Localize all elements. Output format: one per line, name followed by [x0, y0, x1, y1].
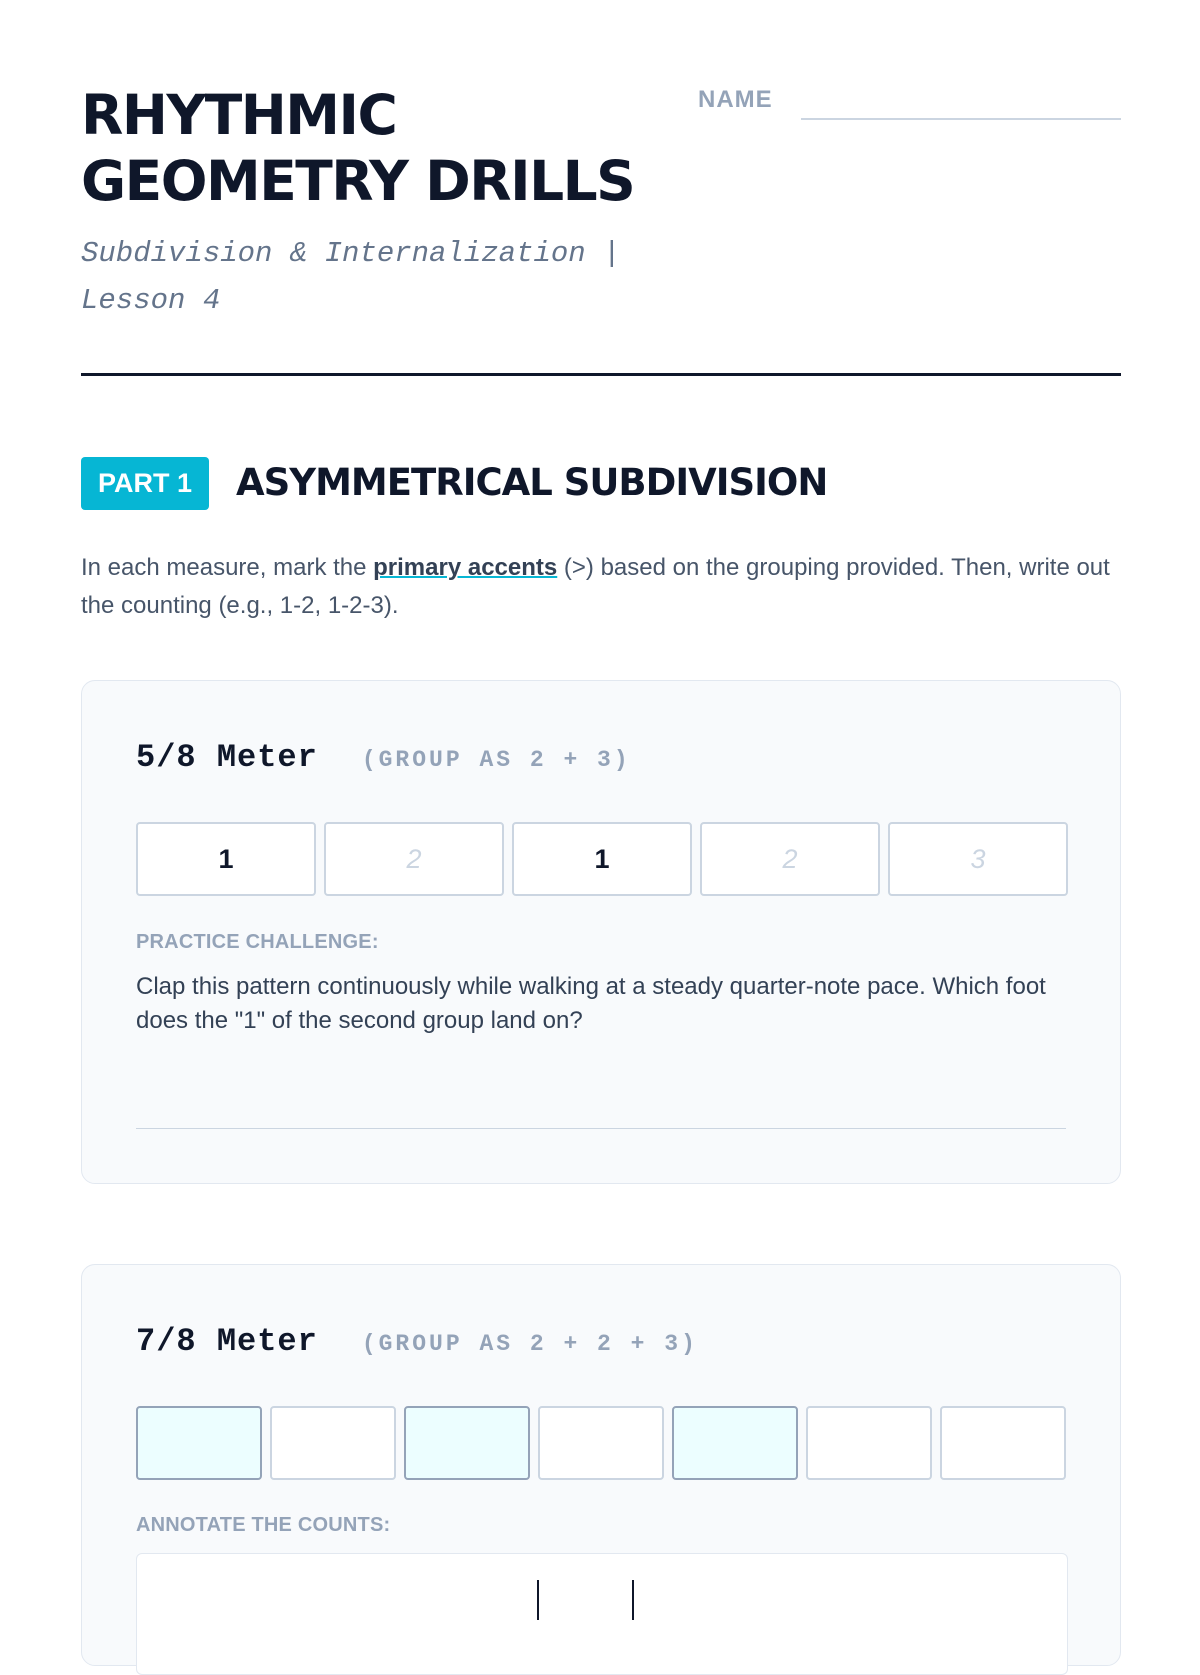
- practice-challenge-label: PRACTICE CHALLENGE:: [136, 931, 379, 953]
- name-label: NAME: [698, 86, 773, 113]
- beat-cell[interactable]: [538, 1406, 664, 1480]
- beat-cell-accented[interactable]: [672, 1406, 798, 1480]
- beat-cell[interactable]: [270, 1406, 396, 1480]
- annotate-counts-label: ANNOTATE THE COUNTS:: [136, 1514, 391, 1536]
- instructions: [81, 549, 1121, 625]
- title-line-2: GEOMETRY DRILLS: [81, 149, 635, 213]
- beat-cell-accented[interactable]: [404, 1406, 530, 1480]
- name-field[interactable]: [801, 118, 1121, 120]
- beat-cell[interactable]: 2: [324, 822, 504, 896]
- count-tick-mark: [632, 1580, 634, 1620]
- meter-heading: [136, 739, 631, 779]
- part-1-heading: [81, 457, 1121, 511]
- beat-cell-accented[interactable]: [136, 1406, 262, 1480]
- meter-title: 7/8 Meter: [136, 1323, 318, 1360]
- header-divider: [81, 373, 1121, 376]
- beat-cell[interactable]: [806, 1406, 932, 1480]
- practice-challenge-text: Clap this pattern continuously while walking at a steady quarter-note pace. Which foot does the "1" of the second group land on?: [136, 973, 1046, 1034]
- part-title: ASYMMETRICAL SUBDIVISION: [236, 461, 828, 504]
- page-subtitle: Subdivision & Internalization | Lesson 4: [81, 237, 621, 317]
- exercise-card-5-8: [81, 680, 1121, 1184]
- beat-cell[interactable]: 3: [888, 822, 1068, 896]
- grouping-hint: (GROUP AS 2 + 2 + 3): [361, 1331, 698, 1357]
- answer-line[interactable]: [136, 1128, 1066, 1129]
- exercise-card-7-8: [81, 1264, 1121, 1666]
- beat-cell[interactable]: 1: [512, 822, 692, 896]
- beat-cell[interactable]: [940, 1406, 1066, 1480]
- beat-cell[interactable]: 2: [700, 822, 880, 896]
- instructions-text-start: In each measure, mark the: [81, 554, 374, 581]
- meter-title: 5/8 Meter: [136, 739, 318, 776]
- beat-cell[interactable]: 1: [136, 822, 316, 896]
- part-badge: PART 1: [81, 457, 209, 510]
- title-line-1: RHYTHMIC: [81, 83, 397, 147]
- grouping-hint: (GROUP AS 2 + 3): [361, 747, 631, 773]
- page-title: [81, 82, 634, 214]
- instructions-emphasis: primary accents: [373, 554, 558, 581]
- count-annotation-box[interactable]: [136, 1553, 1068, 1675]
- meter-heading: [136, 1323, 698, 1363]
- worksheet-header: [81, 82, 1121, 322]
- count-tick-mark: [537, 1580, 539, 1620]
- instructions-text-end: (>) based on the grouping provided. Then, write out the counting (e.g., 1-2, 1-2-3).: [81, 554, 1110, 619]
